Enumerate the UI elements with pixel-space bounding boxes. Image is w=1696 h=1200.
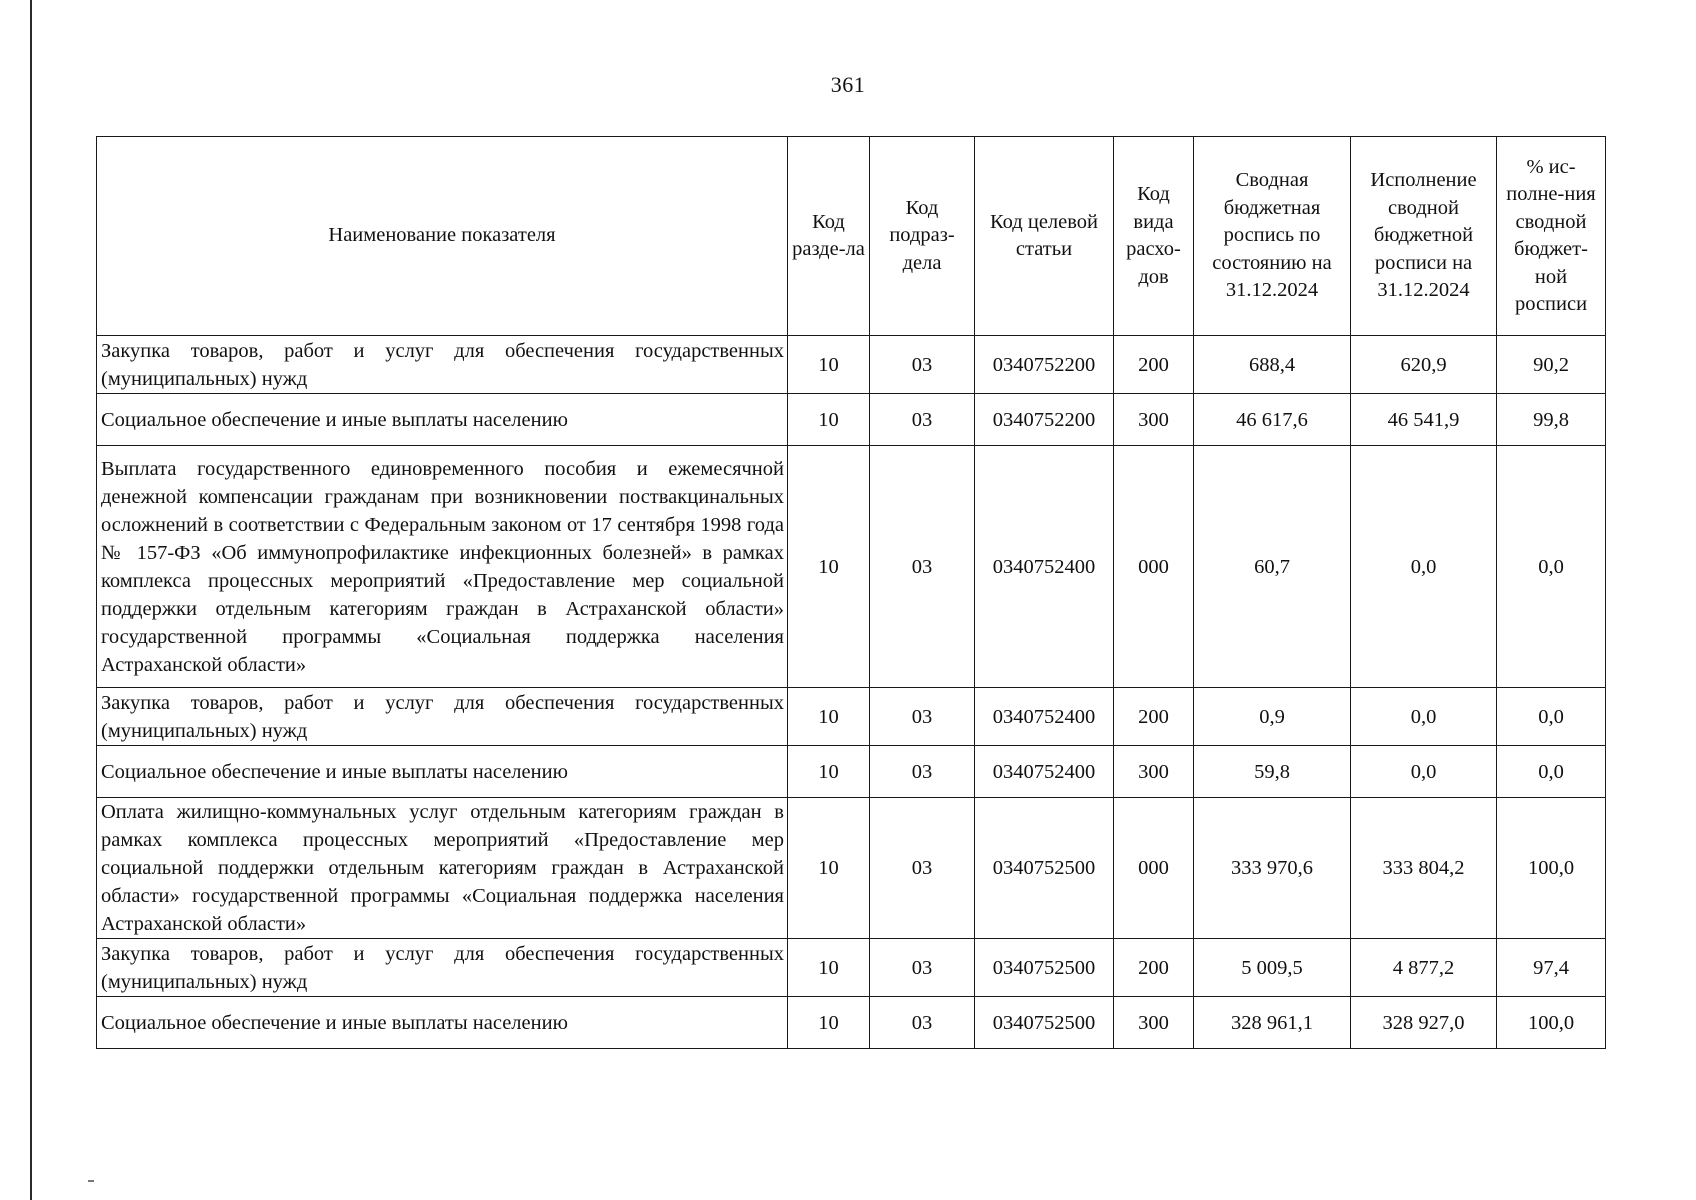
budget-plan-cell: 60,7 bbox=[1194, 446, 1351, 688]
scan-edge-line bbox=[30, 0, 32, 1200]
target-article-code-cell: 0340752200 bbox=[975, 394, 1114, 446]
section-code-cell: 10 bbox=[788, 688, 870, 746]
indicator-name-cell: Социальное обеспечение и иные выплаты населению bbox=[97, 997, 788, 1049]
subsection-code-cell: 03 bbox=[870, 336, 975, 394]
table-row bbox=[97, 394, 1606, 446]
expense-type-code-cell: 300 bbox=[1114, 997, 1194, 1049]
budget-execution-cell: 4 877,2 bbox=[1351, 939, 1497, 997]
expense-type-code-cell: 200 bbox=[1114, 336, 1194, 394]
execution-percent-cell: 97,4 bbox=[1497, 939, 1606, 997]
subsection-code-cell: 03 bbox=[870, 446, 975, 688]
indicator-name-cell: Закупка товаров, работ и услуг для обеспечения государственных (муниципальных) нужд bbox=[97, 939, 788, 997]
budget-plan-cell: 328 961,1 bbox=[1194, 997, 1351, 1049]
expense-type-code-cell: 300 bbox=[1114, 746, 1194, 798]
subsection-code-cell: 03 bbox=[870, 394, 975, 446]
section-code-cell: 10 bbox=[788, 939, 870, 997]
expense-type-code-cell: 200 bbox=[1114, 939, 1194, 997]
indicator-name-cell: Закупка товаров, работ и услуг для обеспечения государственных (муниципальных) нужд bbox=[97, 688, 788, 746]
indicator-name-cell: Выплата государственного единовременного пособия и ежемесячной денежной компенсации гражданам при возникновении поствакцинальных осложнений в соответствии с Федеральным законом от 17 сентября 1998 года № 157-ФЗ «Об иммунопрофилактике инфекционных болезней» в рамках комплекса процессных мероприятий «Предоставление мер социальной поддержки отдельным категориям граждан в Астраханской области» государственной программы «Социальная поддержка населения Астраханской области» bbox=[97, 446, 788, 688]
section-code-cell: 10 bbox=[788, 997, 870, 1049]
table-row bbox=[97, 688, 1606, 746]
execution-percent-cell: 99,8 bbox=[1497, 394, 1606, 446]
execution-percent-cell: 90,2 bbox=[1497, 336, 1606, 394]
execution-percent-cell: 0,0 bbox=[1497, 688, 1606, 746]
section-code-cell: 10 bbox=[788, 746, 870, 798]
target-article-code-cell: 0340752400 bbox=[975, 688, 1114, 746]
section-code-cell: 10 bbox=[788, 394, 870, 446]
budget-plan-cell: 688,4 bbox=[1194, 336, 1351, 394]
budget-execution-table bbox=[96, 136, 1606, 1049]
target-article-code-cell: 0340752400 bbox=[975, 746, 1114, 798]
header-budget-execution: Исполнение сводной бюджетной росписи на 31.12.2024 bbox=[1351, 137, 1497, 336]
page-number: 361 bbox=[830, 72, 866, 97]
indicator-name-cell: Закупка товаров, работ и услуг для обеспечения государственных (муниципальных) нужд bbox=[97, 336, 788, 394]
execution-percent-cell: 0,0 bbox=[1497, 746, 1606, 798]
target-article-code-cell: 0340752400 bbox=[975, 446, 1114, 688]
indicator-name-cell: Социальное обеспечение и иные выплаты населению bbox=[97, 394, 788, 446]
budget-execution-cell: 0,0 bbox=[1351, 688, 1497, 746]
table-row bbox=[97, 746, 1606, 798]
budget-execution-cell: 46 541,9 bbox=[1351, 394, 1497, 446]
target-article-code-cell: 0340752500 bbox=[975, 798, 1114, 939]
expense-type-code-cell: 000 bbox=[1114, 798, 1194, 939]
header-indicator-name: Наименование показателя bbox=[97, 137, 788, 336]
budget-plan-cell: 333 970,6 bbox=[1194, 798, 1351, 939]
budget-execution-cell: 333 804,2 bbox=[1351, 798, 1497, 939]
budget-plan-cell: 0,9 bbox=[1194, 688, 1351, 746]
header-expense-type-code: Код вида расхо-дов bbox=[1114, 137, 1194, 336]
indicator-name-cell: Социальное обеспечение и иные выплаты населению bbox=[97, 746, 788, 798]
budget-execution-cell: 0,0 bbox=[1351, 746, 1497, 798]
subsection-code-cell: 03 bbox=[870, 746, 975, 798]
section-code-cell: 10 bbox=[788, 798, 870, 939]
table-header-row bbox=[97, 137, 1606, 336]
section-code-cell: 10 bbox=[788, 336, 870, 394]
header-subsection-code: Код подраз-дела bbox=[870, 137, 975, 336]
header-execution-percent: % ис-полне-ния сводной бюджет-ной росписи bbox=[1497, 137, 1606, 336]
execution-percent-cell: 0,0 bbox=[1497, 446, 1606, 688]
target-article-code-cell: 0340752200 bbox=[975, 336, 1114, 394]
target-article-code-cell: 0340752500 bbox=[975, 939, 1114, 997]
header-budget-plan: Сводная бюджетная роспись по состоянию на 31.12.2024 bbox=[1194, 137, 1351, 336]
subsection-code-cell: 03 bbox=[870, 997, 975, 1049]
budget-plan-cell: 59,8 bbox=[1194, 746, 1351, 798]
header-target-article-code: Код целевой статьи bbox=[975, 137, 1114, 336]
indicator-name-cell: Оплата жилищно-коммунальных услуг отдельным категориям граждан в рамках комплекса процессных мероприятий «Предоставление мер социальной поддержки отдельным категориям граждан в Астраханской области» государственной программы «Социальная поддержка населения Астраханской области» bbox=[97, 798, 788, 939]
budget-execution-cell: 620,9 bbox=[1351, 336, 1497, 394]
budget-plan-cell: 5 009,5 bbox=[1194, 939, 1351, 997]
table-row bbox=[97, 798, 1606, 939]
table-row bbox=[97, 446, 1606, 688]
execution-percent-cell: 100,0 bbox=[1497, 798, 1606, 939]
expense-type-code-cell: 300 bbox=[1114, 394, 1194, 446]
expense-type-code-cell: 000 bbox=[1114, 446, 1194, 688]
budget-execution-cell: 328 927,0 bbox=[1351, 997, 1497, 1049]
subsection-code-cell: 03 bbox=[870, 939, 975, 997]
subsection-code-cell: 03 bbox=[870, 688, 975, 746]
table-row bbox=[97, 336, 1606, 394]
subsection-code-cell: 03 bbox=[870, 798, 975, 939]
section-code-cell: 10 bbox=[788, 446, 870, 688]
budget-execution-cell: 0,0 bbox=[1351, 446, 1497, 688]
expense-type-code-cell: 200 bbox=[1114, 688, 1194, 746]
scan-speck bbox=[88, 1180, 94, 1182]
execution-percent-cell: 100,0 bbox=[1497, 997, 1606, 1049]
table-row bbox=[97, 939, 1606, 997]
budget-plan-cell: 46 617,6 bbox=[1194, 394, 1351, 446]
table-row bbox=[97, 997, 1606, 1049]
header-section-code: Код разде-ла bbox=[788, 137, 870, 336]
target-article-code-cell: 0340752500 bbox=[975, 997, 1114, 1049]
table-body bbox=[97, 336, 1606, 1049]
